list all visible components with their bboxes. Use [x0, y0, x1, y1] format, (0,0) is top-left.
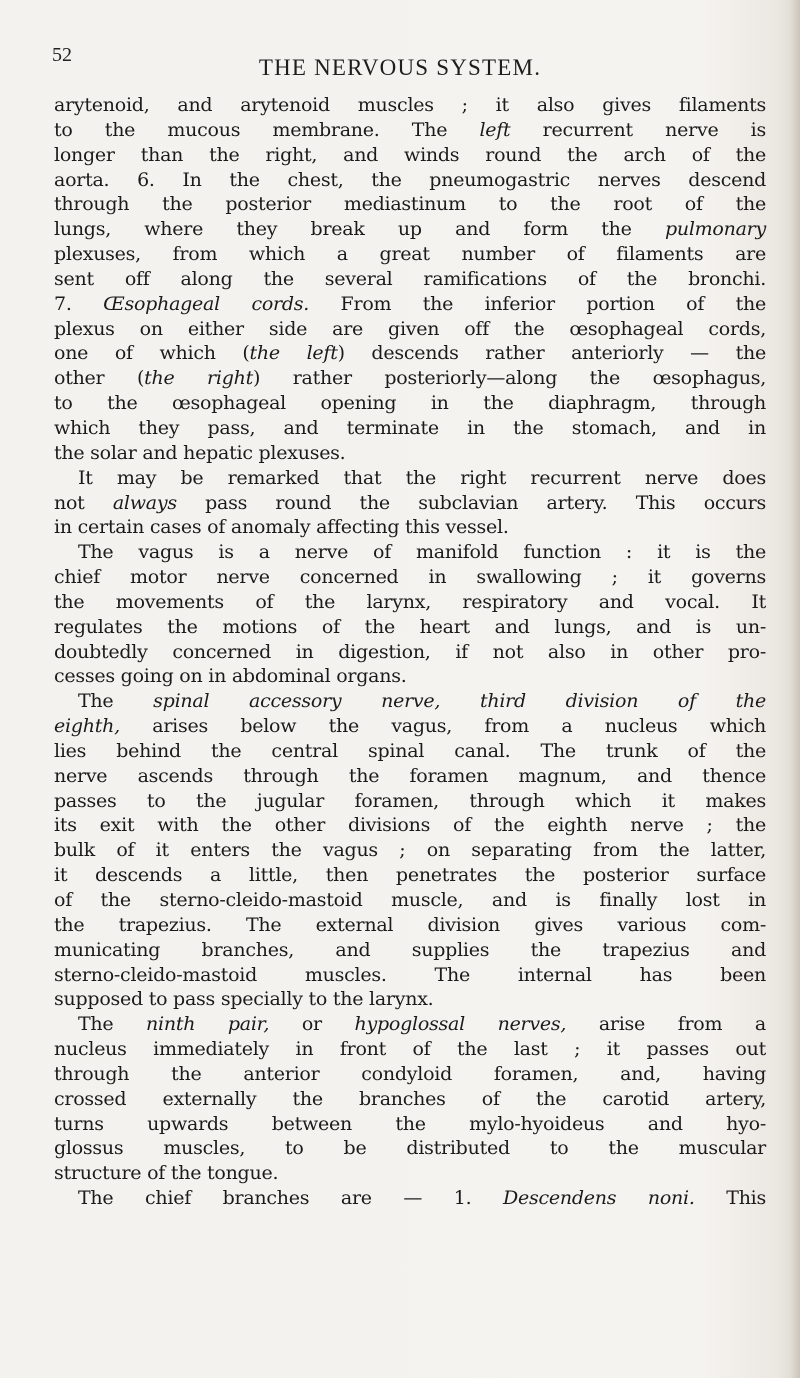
text-line [54, 664, 766, 689]
text-line [54, 391, 766, 416]
italic-text: hypoglossal nerves, [354, 1013, 567, 1036]
page-number: 52 [52, 44, 72, 66]
text-line [54, 789, 766, 814]
text-line [54, 1161, 766, 1186]
text-run: of the sterno-cleido-mastoid muscle, and is finally lost in [54, 889, 766, 911]
text-line [54, 217, 766, 242]
italic-text: ninth pair, [146, 1013, 270, 1036]
text-run: crossed externally the branches of the carotid artery, [54, 1087, 766, 1110]
text-run: longer than the right, and winds round the arch of the [54, 143, 766, 166]
text-line [54, 1112, 766, 1137]
text-line [54, 714, 766, 739]
text-line [54, 242, 766, 267]
text-line [54, 590, 766, 615]
text-line [54, 366, 766, 391]
text-run: regulates the motions of the heart and lungs, and is un- [54, 615, 766, 638]
text-line [54, 466, 766, 491]
text-run: lies behind the central spinal canal. The trunk of the [54, 739, 766, 762]
text-run: not [54, 491, 113, 514]
italic-text: always [112, 491, 177, 514]
text-line [54, 143, 766, 168]
text-run: nerve ascends through the foramen magnum, and thence [54, 764, 766, 787]
text-line [54, 416, 766, 441]
text-line [54, 565, 766, 590]
text-run: its exit with the other divisions of the eighth nerve ; the [54, 814, 766, 837]
text-run: municating branches, and supplies the trapezius and [54, 938, 766, 961]
text-line [54, 540, 766, 565]
italic-text: the right [144, 367, 253, 390]
text-run: passes to the jugular foramen, through which it makes [54, 789, 766, 812]
text-run: bulk of it enters the vagus ; on separating from the latter, [54, 839, 766, 862]
text-run: ) rather posteriorly—along the œsophagus, [253, 367, 766, 390]
text-run: which they pass, and terminate in the stomach, and in [54, 416, 766, 439]
text-run: The [78, 690, 154, 713]
text-line [54, 192, 766, 217]
text-line [54, 1136, 766, 1161]
running-head: THE NERVOUS SYSTEM. [258, 55, 542, 80]
text-run: arises below the vagus, from a nucleus which [119, 715, 766, 738]
text-run: the solar and hepatic plexuses. [54, 441, 346, 464]
text-line [54, 515, 766, 540]
text-run: the movements of the larynx, respiratory and vocal. It [54, 590, 766, 613]
text-run: chief motor nerve concerned in swallowing ; it governs [54, 566, 766, 589]
body-text [54, 93, 766, 1211]
text-run: pass round the subclavian artery. This occurs [176, 491, 766, 514]
text-line [54, 938, 766, 963]
text-line [54, 341, 766, 366]
italic-text: pulmonary [664, 218, 766, 241]
text-run: The vagus is a nerve of manifold function : it is the [78, 541, 766, 564]
italic-text: left [479, 118, 511, 141]
text-line [54, 640, 766, 665]
text-run: to the mucous membrane. The [54, 118, 480, 141]
text-run: From the inferior portion of the [309, 292, 766, 315]
text-line [54, 888, 766, 913]
text-run: supposed to pass specially to the larynx. [54, 988, 434, 1011]
text-run: one of which ( [54, 342, 250, 365]
text-line [54, 987, 766, 1012]
text-line [54, 317, 766, 342]
text-line [54, 1062, 766, 1087]
italic-text: Œsophageal cords. [103, 292, 310, 315]
text-run: or [269, 1013, 355, 1036]
text-run: This [694, 1187, 767, 1210]
text-run: The [78, 1013, 147, 1036]
text-run: arytenoid, and arytenoid muscles ; it also gives filaments [54, 94, 766, 116]
text-line [54, 1037, 766, 1062]
text-run: plexuses, from which a great number of filaments are [54, 243, 766, 266]
text-line [54, 168, 766, 193]
text-line [54, 615, 766, 640]
text-run: lungs, where they break up and form the [54, 218, 665, 241]
text-run: cesses going on in abdominal organs. [54, 665, 407, 688]
text-run: nucleus immediately in front of the last ; it passes out [54, 1038, 766, 1061]
text-run: ) descends rather anteriorly — the [337, 342, 766, 365]
text-run: to the œsophageal opening in the diaphragm, through [54, 392, 766, 415]
text-run: through the anterior condyloid foramen, and, having [54, 1062, 766, 1085]
italic-text: the left [249, 342, 338, 365]
text-run: the trapezius. The external division gives various com- [54, 913, 766, 936]
text-line [54, 1186, 766, 1211]
text-run: It may be remarked that the right recurrent nerve does [78, 466, 766, 489]
text-line [54, 813, 766, 838]
text-line [54, 913, 766, 938]
italic-text: spinal accessory nerve, third division of the [153, 690, 766, 713]
text-line [54, 764, 766, 789]
text-line [54, 292, 766, 317]
text-line [54, 1012, 766, 1037]
page-edge-shadow [790, 0, 800, 1378]
text-run: through the posterior mediastinum to the root of the [54, 193, 766, 216]
text-line [54, 1087, 766, 1112]
text-line [54, 267, 766, 292]
text-run: in certain cases of anomaly affecting this vessel. [54, 516, 509, 539]
text-run: doubtedly concerned in digestion, if not also in other pro- [54, 640, 766, 663]
text-run: plexus on either side are given off the œsophageal cords, [54, 317, 766, 340]
text-line [54, 441, 766, 466]
text-run: sent off along the several ramifications of the bronchi. [54, 267, 766, 290]
italic-text: Descendens noni. [503, 1187, 695, 1210]
text-run: aorta. 6. In the chest, the pneumogastric nerves descend [54, 168, 766, 191]
text-line [54, 93, 766, 118]
text-line [54, 739, 766, 764]
text-line [54, 838, 766, 863]
text-line [54, 963, 766, 988]
text-run: sterno-cleido-mastoid muscles. The internal has been [54, 963, 766, 986]
italic-text: eighth, [54, 715, 120, 738]
text-run: glossus muscles, to be distributed to the muscular [54, 1137, 766, 1160]
text-run: arise from a [566, 1013, 766, 1036]
text-line [54, 689, 766, 714]
text-run: structure of the tongue. [54, 1162, 279, 1185]
text-run: other ( [54, 367, 145, 390]
text-line [54, 118, 766, 143]
text-line [54, 491, 766, 516]
text-run: 7. [54, 292, 104, 315]
text-run: The chief branches are — 1. [78, 1187, 504, 1210]
text-run: it descends a little, then penetrates the posterior surface [54, 864, 766, 887]
text-run: turns upwards between the mylo-hyoideus and hyo- [54, 1112, 766, 1135]
text-run: recurrent nerve is [510, 118, 767, 141]
text-line [54, 863, 766, 888]
